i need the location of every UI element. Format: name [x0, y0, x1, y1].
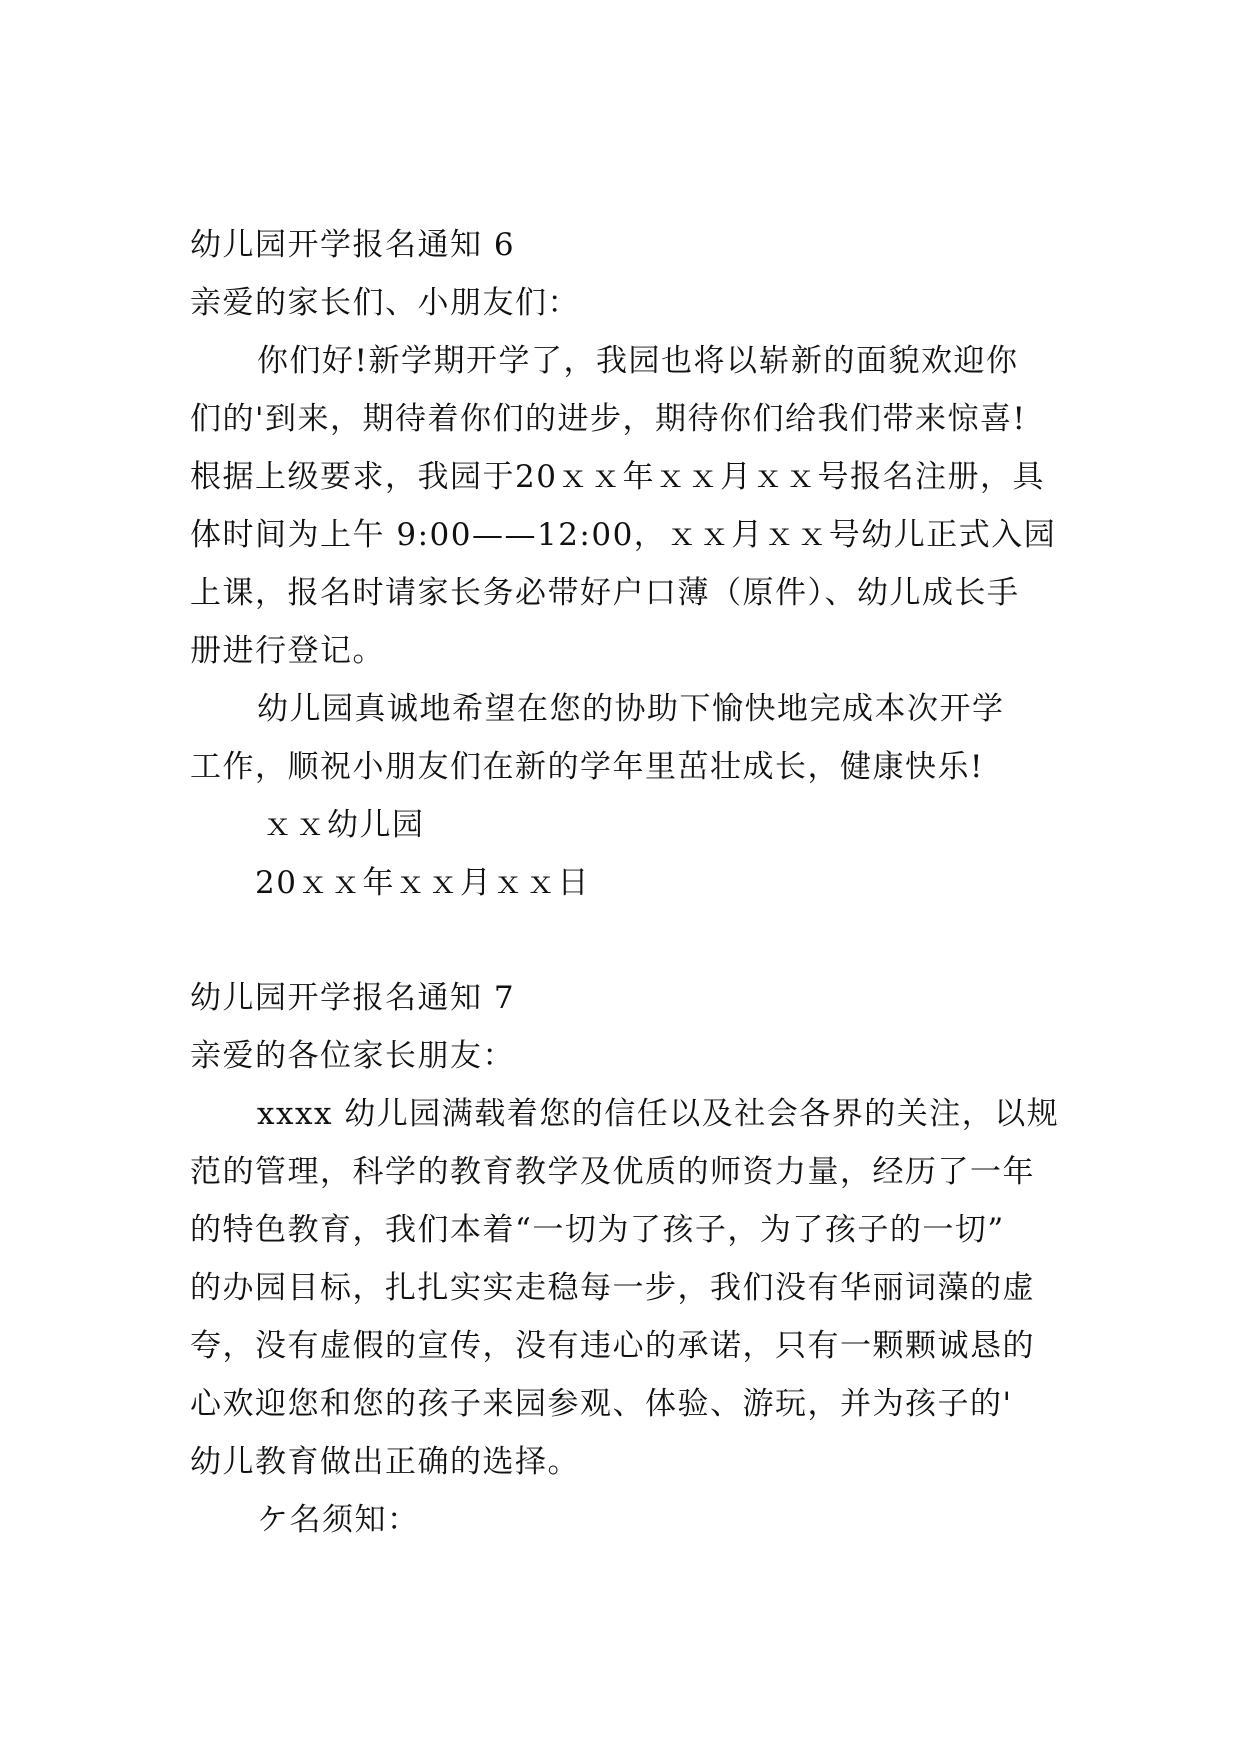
notice-6-title: 幼儿园开学报名通知 6 [190, 227, 516, 263]
notice-7-paragraph-1-line: 的特色教育，我们本着“一切为了孩子，为了孩子的一切” [190, 1212, 1005, 1248]
notice-6-paragraph-1-line: 册进行登记。 [190, 633, 385, 669]
notice-7-title: 幼儿园开学报名通知 7 [190, 980, 516, 1016]
notice-7-paragraph-1-line: 范的管理，科学的教育教学及优质的师资力量，经历了一年 [190, 1154, 1035, 1190]
notice-7-paragraph-1-line: 的办园目标，扎扎实实走稳每一步，我们没有华丽词藻的虚 [190, 1270, 1035, 1306]
notice-6-paragraph-1-line: 体时间为上午 9:00——12:00，ｘｘ月ｘｘ号幼儿正式入园 [190, 517, 1057, 553]
notice-7-subheading: ケ名须知： [257, 1502, 420, 1538]
notice-6-greeting: 亲爱的家长们、小朋友们： [190, 285, 580, 321]
notice-7-paragraph-1-line: 心欢迎您和您的孩子来园参观、体验、游玩，并为孩子的' [190, 1386, 1013, 1422]
notice-6-paragraph-2-line: 工作，顺祝小朋友们在新的学年里茁壮成长，健康快乐! [190, 749, 984, 785]
notice-7-greeting: 亲爱的各位家长朋友： [190, 1038, 515, 1074]
notice-7-paragraph-1-line: xxxx 幼儿园满载着您的信任以及社会各界的关注，以规 [257, 1096, 1060, 1132]
notice-6-signature: ｘｘ幼儿园 [262, 807, 425, 843]
notice-6-paragraph-1-line: 们的'到来，期待着你们的进步，期待你们给我们带来惊喜! [190, 401, 1027, 437]
notice-6-paragraph-2-line: 幼儿园真诚地希望在您的协助下愉快地完成本次开学 [257, 691, 1005, 727]
notice-6-date: 20ｘｘ年ｘｘ月ｘｘ日 [255, 865, 590, 901]
notice-6-paragraph-1-line: 上课，报名时请家长务必带好户口薄（原件）、幼儿成长手 [190, 575, 1020, 611]
notice-7-paragraph-1-line: 夸，没有虚假的宣传，没有违心的承诺，只有一颗颗诚恳的 [190, 1328, 1035, 1364]
notice-7-paragraph-1-line: 幼儿教育做出正确的选择。 [190, 1444, 580, 1480]
notice-6-paragraph-1-line: 你们好!新学期开学了，我园也将以崭新的面貌欢迎你 [257, 343, 1019, 379]
notice-6-paragraph-1-line: 根据上级要求，我园于20ｘｘ年ｘｘ月ｘｘ号报名注册，具 [190, 459, 1045, 495]
